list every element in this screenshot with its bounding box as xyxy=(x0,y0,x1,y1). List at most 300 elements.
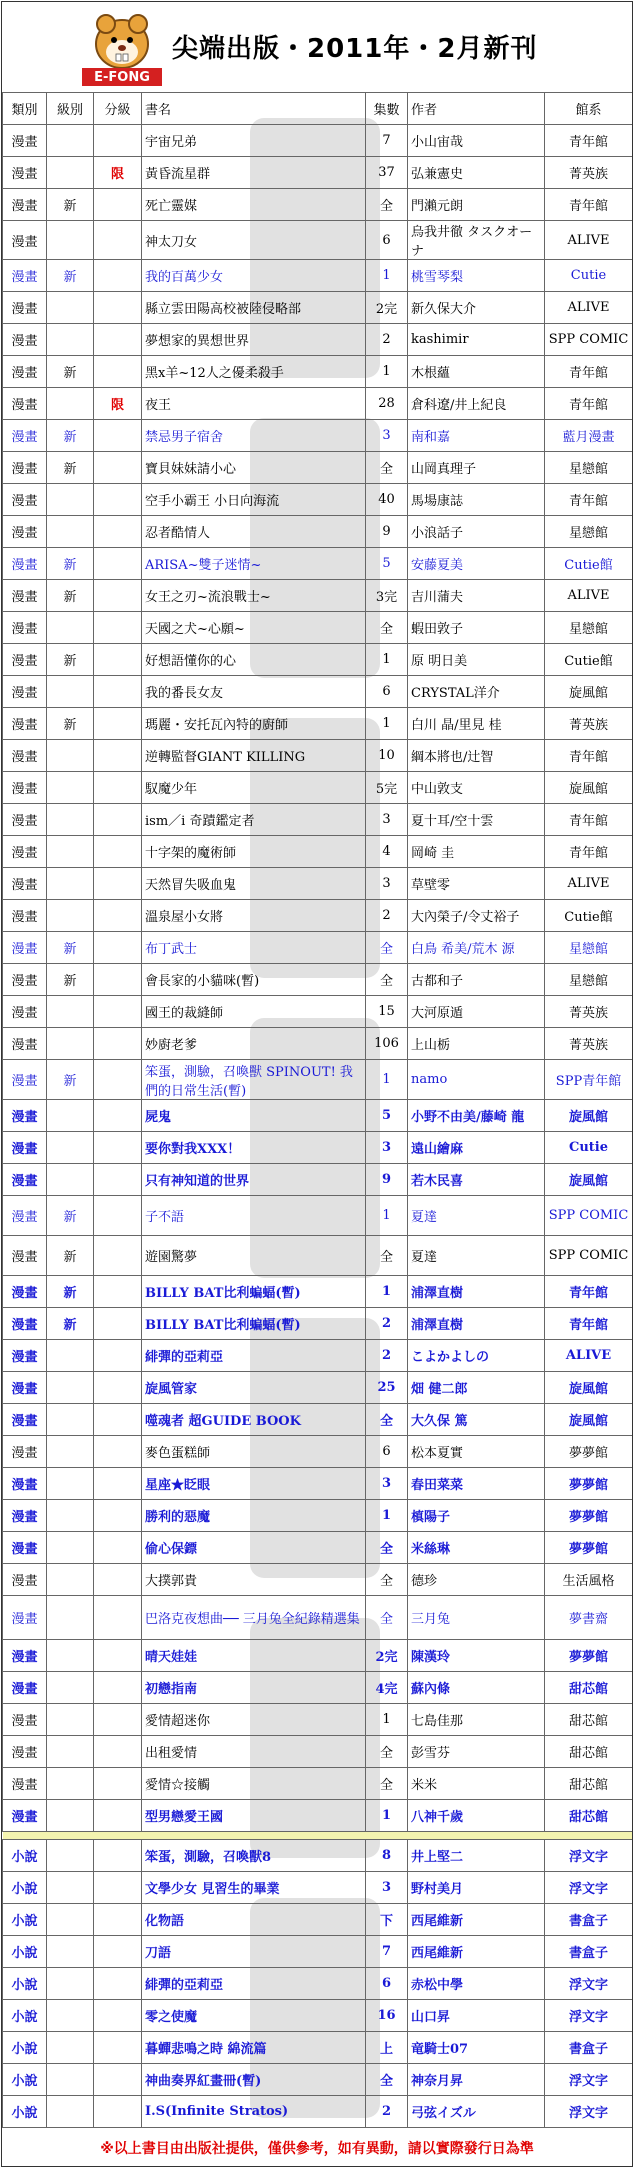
table-row xyxy=(3,1436,633,1468)
row-level: 新 xyxy=(47,580,94,612)
row-imprint: 星戀館 xyxy=(545,516,633,548)
row-rating xyxy=(94,1500,142,1532)
row-rating xyxy=(94,1196,142,1236)
row-level xyxy=(47,804,94,836)
row-title: 溫泉屋小女將 xyxy=(142,900,366,932)
row-imprint: SPP COMIC xyxy=(545,324,633,356)
table-row xyxy=(3,1276,633,1308)
row-volume: 3 xyxy=(366,1132,408,1164)
row-title: 笨蛋，測驗，召喚獸8 xyxy=(142,1840,366,1872)
row-level xyxy=(47,1372,94,1404)
table-row xyxy=(3,1500,633,1532)
table-row xyxy=(3,1404,633,1436)
row-imprint: 書盒子 xyxy=(545,1936,633,1968)
row-volume: 1 xyxy=(366,1704,408,1736)
row-rating xyxy=(94,1840,142,1872)
row-author: 弓弦イズル xyxy=(408,2096,545,2128)
table-header-row xyxy=(3,93,633,125)
table-row xyxy=(3,932,633,964)
row-volume: 40 xyxy=(366,484,408,516)
table-row xyxy=(3,964,633,996)
table-row xyxy=(3,1100,633,1132)
row-category: 漫畫 xyxy=(3,1372,47,1404)
row-title: 麥色蛋糕師 xyxy=(142,1436,366,1468)
row-title: 國王的裁縫師 xyxy=(142,996,366,1028)
row-level xyxy=(47,2000,94,2032)
row-category: 漫畫 xyxy=(3,772,47,804)
row-title: 黃昏流星群 xyxy=(142,157,366,189)
row-imprint: 青年館 xyxy=(545,836,633,868)
row-author: こよかよしの xyxy=(408,1340,545,1372)
row-category: 漫畫 xyxy=(3,1100,47,1132)
table-row xyxy=(3,2096,633,2128)
row-volume: 1 xyxy=(366,1060,408,1100)
row-level xyxy=(47,772,94,804)
col-level: 級別 xyxy=(47,93,94,125)
row-title: 逆轉監督GIANT KILLING xyxy=(142,740,366,772)
col-volume: 集數 xyxy=(366,93,408,125)
row-rating xyxy=(94,1308,142,1340)
row-volume: 全 xyxy=(366,1736,408,1768)
table-row xyxy=(3,1532,633,1564)
table-row xyxy=(3,996,633,1028)
table-row xyxy=(3,1564,633,1596)
row-level: 新 xyxy=(47,356,94,388)
row-imprint: 夢夢館 xyxy=(545,1532,633,1564)
row-author: 若木民喜 xyxy=(408,1164,545,1196)
row-rating xyxy=(94,1704,142,1736)
row-category: 漫畫 xyxy=(3,996,47,1028)
row-category: 漫畫 xyxy=(3,804,47,836)
row-title: 星座★眨眼 xyxy=(142,1468,366,1500)
col-rating: 分級 xyxy=(94,93,142,125)
row-author: 夏達 xyxy=(408,1196,545,1236)
row-author: 小野不由美/藤崎 龍 xyxy=(408,1100,545,1132)
row-category: 漫畫 xyxy=(3,516,47,548)
table-row xyxy=(3,1236,633,1276)
row-imprint: Cutie xyxy=(545,260,633,292)
row-level xyxy=(47,1872,94,1904)
row-volume: 1 xyxy=(366,356,408,388)
row-rating xyxy=(94,1564,142,1596)
row-rating xyxy=(94,2000,142,2032)
row-imprint: SPP青年館 xyxy=(545,1060,633,1100)
row-author: 白川 晶/里見 桂 xyxy=(408,708,545,740)
row-volume: 全 xyxy=(366,1596,408,1640)
row-volume: 106 xyxy=(366,1028,408,1060)
row-author: 畑 健二郎 xyxy=(408,1372,545,1404)
row-author: 南和嘉 xyxy=(408,420,545,452)
row-level xyxy=(47,1596,94,1640)
row-imprint: 夢夢館 xyxy=(545,1436,633,1468)
row-imprint: 旋風館 xyxy=(545,676,633,708)
row-title: 旋風管家 xyxy=(142,1372,366,1404)
row-title: 晴天娃娃 xyxy=(142,1640,366,1672)
table-row xyxy=(3,1840,633,1872)
row-volume: 1 xyxy=(366,1196,408,1236)
row-author: 井上堅二 xyxy=(408,1840,545,1872)
row-category: 漫畫 xyxy=(3,1596,47,1640)
table-row xyxy=(3,1704,633,1736)
row-level xyxy=(47,388,94,420)
row-level xyxy=(47,1028,94,1060)
row-category: 漫畫 xyxy=(3,708,47,740)
table-row xyxy=(3,772,633,804)
row-author: 蝦田敦子 xyxy=(408,612,545,644)
row-title: 初戀指南 xyxy=(142,1672,366,1704)
row-author: 七島佳那 xyxy=(408,1704,545,1736)
page-title: 尖端出版・2011年・2月新刊 xyxy=(172,34,538,64)
row-imprint: 青年館 xyxy=(545,804,633,836)
row-title: 愛情☆接觸 xyxy=(142,1768,366,1800)
row-rating xyxy=(94,1132,142,1164)
row-rating xyxy=(94,996,142,1028)
row-volume: 3完 xyxy=(366,580,408,612)
row-author: 蘇內條 xyxy=(408,1672,545,1704)
row-category: 漫畫 xyxy=(3,1132,47,1164)
row-level: 新 xyxy=(47,189,94,221)
row-author: 大久保 篤 xyxy=(408,1404,545,1436)
row-title: 屍鬼 xyxy=(142,1100,366,1132)
row-level xyxy=(47,900,94,932)
row-title: BILLY BAT比利蝙蝠(暫) xyxy=(142,1276,366,1308)
row-volume: 25 xyxy=(366,1372,408,1404)
row-level: 新 xyxy=(47,1308,94,1340)
row-volume: 全 xyxy=(366,189,408,221)
row-category: 小說 xyxy=(3,1840,47,1872)
row-rating xyxy=(94,708,142,740)
row-rating xyxy=(94,189,142,221)
row-title: 馭魔少年 xyxy=(142,772,366,804)
row-category: 漫畫 xyxy=(3,1308,47,1340)
row-level: 新 xyxy=(47,1236,94,1276)
row-volume: 7 xyxy=(366,1936,408,1968)
row-author: 三月兔 xyxy=(408,1596,545,1640)
row-imprint: 青年館 xyxy=(545,189,633,221)
row-rating xyxy=(94,1468,142,1500)
row-author: 遠山繪麻 xyxy=(408,1132,545,1164)
row-category: 小說 xyxy=(3,1968,47,2000)
header xyxy=(2,2,632,92)
row-category: 漫畫 xyxy=(3,388,47,420)
table-row xyxy=(3,157,633,189)
row-imprint: 浮文字 xyxy=(545,2000,633,2032)
row-rating xyxy=(94,1404,142,1436)
col-category: 類別 xyxy=(3,93,47,125)
row-imprint: 書盒子 xyxy=(545,1904,633,1936)
table-row xyxy=(3,420,633,452)
row-volume: 9 xyxy=(366,1164,408,1196)
row-author: 西尾維新 xyxy=(408,1904,545,1936)
row-rating xyxy=(94,125,142,157)
row-volume: 全 xyxy=(366,2064,408,2096)
row-imprint: 旋風館 xyxy=(545,1372,633,1404)
row-imprint: 甜芯館 xyxy=(545,1672,633,1704)
row-imprint: 旋風館 xyxy=(545,1404,633,1436)
table-row xyxy=(3,836,633,868)
table-row xyxy=(3,1196,633,1236)
page xyxy=(1,1,633,2167)
row-author: 白鳥 希美/荒木 源 xyxy=(408,932,545,964)
row-author: 夏十耳/空十雲 xyxy=(408,804,545,836)
table-row xyxy=(3,1640,633,1672)
row-imprint: 青年館 xyxy=(545,388,633,420)
row-title: 化物語 xyxy=(142,1904,366,1936)
row-rating xyxy=(94,1164,142,1196)
row-volume: 6 xyxy=(366,221,408,260)
row-volume: 6 xyxy=(366,676,408,708)
row-rating xyxy=(94,260,142,292)
row-category: 漫畫 xyxy=(3,1468,47,1500)
row-category: 漫畫 xyxy=(3,292,47,324)
table-row xyxy=(3,900,633,932)
row-imprint: 星戀館 xyxy=(545,612,633,644)
row-title: BILLY BAT比利蝙蝠(暫) xyxy=(142,1308,366,1340)
row-imprint: 浮文字 xyxy=(545,1968,633,2000)
row-title: 只有神知道的世界 xyxy=(142,1164,366,1196)
row-imprint: Cutie館 xyxy=(545,644,633,676)
table-row xyxy=(3,1308,633,1340)
table-row xyxy=(3,804,633,836)
row-category: 漫畫 xyxy=(3,1768,47,1800)
table-row xyxy=(3,612,633,644)
row-imprint: 夢書齋 xyxy=(545,1596,633,1640)
table-row xyxy=(3,1672,633,1704)
row-volume: 全 xyxy=(366,452,408,484)
table-row xyxy=(3,2000,633,2032)
row-author: 赤松中學 xyxy=(408,1968,545,2000)
row-level xyxy=(47,1800,94,1832)
row-volume: 8 xyxy=(366,1840,408,1872)
row-imprint: 菁英族 xyxy=(545,157,633,189)
row-category: 漫畫 xyxy=(3,1564,47,1596)
row-imprint: 菁英族 xyxy=(545,1028,633,1060)
row-author: 米米 xyxy=(408,1768,545,1800)
row-title: 夜王 xyxy=(142,388,366,420)
row-author: 浦澤直樹 xyxy=(408,1308,545,1340)
row-author: 門瀨元朗 xyxy=(408,189,545,221)
row-title: 十字架的魔術師 xyxy=(142,836,366,868)
table-row xyxy=(3,452,633,484)
row-title: 神曲奏界紅畫冊(暫) xyxy=(142,2064,366,2096)
row-rating xyxy=(94,2096,142,2128)
row-level xyxy=(47,1936,94,1968)
row-rating xyxy=(94,484,142,516)
row-volume: 4完 xyxy=(366,1672,408,1704)
row-level xyxy=(47,1640,94,1672)
row-imprint: 青年館 xyxy=(545,356,633,388)
row-imprint: 旋風館 xyxy=(545,1100,633,1132)
row-imprint: Cutie館 xyxy=(545,900,633,932)
table-row xyxy=(3,1060,633,1100)
row-imprint: SPP COMIC xyxy=(545,1196,633,1236)
row-title: 我的百萬少女 xyxy=(142,260,366,292)
row-author: 原 明日美 xyxy=(408,644,545,676)
row-title: 瑪麗・安托瓦內特的廚師 xyxy=(142,708,366,740)
row-author: 倉科遼/井上紀良 xyxy=(408,388,545,420)
row-volume: 5 xyxy=(366,1100,408,1132)
row-title: 緋彈的亞莉亞 xyxy=(142,1340,366,1372)
row-rating xyxy=(94,452,142,484)
row-imprint: 甜芯館 xyxy=(545,1704,633,1736)
row-author: 春田菜菜 xyxy=(408,1468,545,1500)
row-title: 刀語 xyxy=(142,1936,366,1968)
row-imprint: 旋風館 xyxy=(545,772,633,804)
row-rating xyxy=(94,2032,142,2064)
row-title: 好想語懂你的心 xyxy=(142,644,366,676)
row-level xyxy=(47,676,94,708)
row-author: 桃雪琴梨 xyxy=(408,260,545,292)
table-row xyxy=(3,1372,633,1404)
row-title: 空手小霸王 小日向海流 xyxy=(142,484,366,516)
table-row xyxy=(3,484,633,516)
row-author: 木根蘊 xyxy=(408,356,545,388)
row-title: 勝利的惡魔 xyxy=(142,1500,366,1532)
row-volume: 3 xyxy=(366,1468,408,1500)
row-rating: 限 xyxy=(94,388,142,420)
row-category: 漫畫 xyxy=(3,932,47,964)
table-row xyxy=(3,580,633,612)
row-rating xyxy=(94,580,142,612)
row-level: 新 xyxy=(47,548,94,580)
row-imprint: 浮文字 xyxy=(545,2064,633,2096)
row-level: 新 xyxy=(47,932,94,964)
row-rating xyxy=(94,1060,142,1100)
row-rating xyxy=(94,221,142,260)
row-imprint: 浮文字 xyxy=(545,2096,633,2128)
row-category: 漫畫 xyxy=(3,868,47,900)
row-volume: 2 xyxy=(366,900,408,932)
row-level xyxy=(47,157,94,189)
table-row xyxy=(3,1800,633,1832)
table-row xyxy=(3,548,633,580)
col-author: 作者 xyxy=(408,93,545,125)
row-imprint: 星戀館 xyxy=(545,964,633,996)
row-category: 小說 xyxy=(3,1936,47,1968)
row-rating xyxy=(94,1800,142,1832)
row-imprint: Cutie xyxy=(545,1132,633,1164)
row-volume: 1 xyxy=(366,1276,408,1308)
row-author: kashimir xyxy=(408,324,545,356)
row-category: 漫畫 xyxy=(3,157,47,189)
row-title: 巴洛克夜想曲── 三月兔全紀錄精選集 xyxy=(142,1596,366,1640)
row-title: 遊園驚夢 xyxy=(142,1236,366,1276)
row-imprint: 夢夢館 xyxy=(545,1640,633,1672)
row-category: 小說 xyxy=(3,2000,47,2032)
row-level xyxy=(47,1672,94,1704)
table-row xyxy=(3,1132,633,1164)
row-level: 新 xyxy=(47,452,94,484)
row-title: ARISA~雙子迷情~ xyxy=(142,548,366,580)
row-author: 新久保大介 xyxy=(408,292,545,324)
row-level xyxy=(47,324,94,356)
row-author: 山岡真理子 xyxy=(408,452,545,484)
row-author: 陳漢玲 xyxy=(408,1640,545,1672)
row-level xyxy=(47,1340,94,1372)
col-imprint: 館系 xyxy=(545,93,633,125)
row-imprint: 甜芯館 xyxy=(545,1800,633,1832)
row-title: 噬魂者 超GUIDE BOOK xyxy=(142,1404,366,1436)
row-category: 漫畫 xyxy=(3,324,47,356)
table-row xyxy=(3,125,633,157)
row-category: 漫畫 xyxy=(3,1196,47,1236)
table-row xyxy=(3,1596,633,1640)
row-level xyxy=(47,2096,94,2128)
row-category: 漫畫 xyxy=(3,740,47,772)
table-body xyxy=(3,125,633,2128)
row-title: 會長家的小貓咪(暫) xyxy=(142,964,366,996)
row-category: 漫畫 xyxy=(3,836,47,868)
row-imprint: 菁英族 xyxy=(545,996,633,1028)
row-category: 漫畫 xyxy=(3,1028,47,1060)
row-title: 布丁武士 xyxy=(142,932,366,964)
row-volume: 上 xyxy=(366,2032,408,2064)
table-row xyxy=(3,1768,633,1800)
row-author: 德珍 xyxy=(408,1564,545,1596)
table-row xyxy=(3,1028,633,1060)
row-level xyxy=(47,125,94,157)
row-volume: 下 xyxy=(366,1904,408,1936)
row-rating xyxy=(94,324,142,356)
row-category: 漫畫 xyxy=(3,612,47,644)
row-volume: 2 xyxy=(366,1340,408,1372)
logo-text: E-FONG xyxy=(94,70,150,85)
row-rating xyxy=(94,1436,142,1468)
row-rating xyxy=(94,1968,142,2000)
row-title: 縣立雲田陽高校被陸侵略部 xyxy=(142,292,366,324)
row-imprint: 浮文字 xyxy=(545,1872,633,1904)
row-imprint: Cutie館 xyxy=(545,548,633,580)
row-level xyxy=(47,1404,94,1436)
row-volume: 全 xyxy=(366,1404,408,1436)
row-title: 禁忌男子宿舍 xyxy=(142,420,366,452)
row-level xyxy=(47,2032,94,2064)
row-rating xyxy=(94,1672,142,1704)
row-author: namo xyxy=(408,1060,545,1100)
row-level xyxy=(47,1436,94,1468)
row-category: 漫畫 xyxy=(3,548,47,580)
row-imprint: 浮文字 xyxy=(545,1840,633,1872)
row-imprint: 夢夢館 xyxy=(545,1500,633,1532)
row-title: 寶貝妹妹請小心 xyxy=(142,452,366,484)
row-rating xyxy=(94,1904,142,1936)
row-author: 山口昇 xyxy=(408,2000,545,2032)
row-rating xyxy=(94,356,142,388)
row-volume: 2 xyxy=(366,1308,408,1340)
row-title: 天國之犬~心願~ xyxy=(142,612,366,644)
row-category: 漫畫 xyxy=(3,1164,47,1196)
row-title: 宇宙兄弟 xyxy=(142,125,366,157)
row-category: 漫畫 xyxy=(3,1404,47,1436)
row-rating xyxy=(94,740,142,772)
row-level xyxy=(47,836,94,868)
row-author: CRYSTAL洋介 xyxy=(408,676,545,708)
row-title: 夢想家的異想世界 xyxy=(142,324,366,356)
row-title: 我的番長女友 xyxy=(142,676,366,708)
row-author: 浦澤直樹 xyxy=(408,1276,545,1308)
row-title: 死亡靈媒 xyxy=(142,189,366,221)
row-volume: 全 xyxy=(366,1236,408,1276)
row-volume: 6 xyxy=(366,1968,408,2000)
row-level: 新 xyxy=(47,964,94,996)
row-author: 彭雪芬 xyxy=(408,1736,545,1768)
row-category: 漫畫 xyxy=(3,1532,47,1564)
row-rating xyxy=(94,1532,142,1564)
row-level xyxy=(47,1500,94,1532)
row-volume: 3 xyxy=(366,1872,408,1904)
row-category: 漫畫 xyxy=(3,1276,47,1308)
row-rating xyxy=(94,1872,142,1904)
